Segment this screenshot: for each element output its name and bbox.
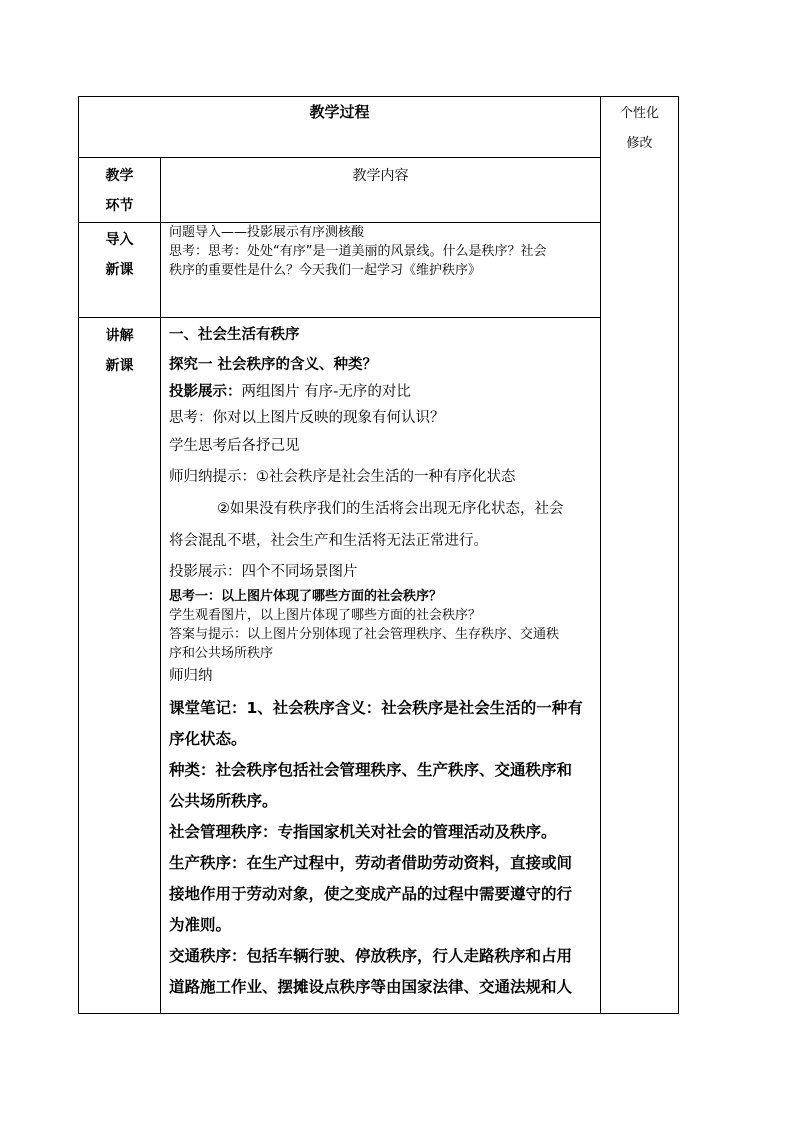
think-line-1: 思考：你对以上图片反映的现象有何认识？ xyxy=(169,410,445,426)
intro-line: 秩序的重要性是什么？今天我们一起学习《维护秩序》 xyxy=(169,263,482,278)
think-line-2: 思考一：以上图片体现了哪些方面的社会秩序？ xyxy=(169,589,443,604)
stage-header xyxy=(78,161,161,221)
students-line-1: 学生思考后各抒己见 xyxy=(169,438,300,454)
answer-line-2: 序和公共场所秩序 xyxy=(169,646,274,661)
intro-line: 思考：思考：处处“有序”是一道美丽的风景线。什么是秩序？社会 xyxy=(169,244,547,259)
answer-line-1: 答案与提示：以上图片分别体现了社会管理秩序、生存秩序、交通秩 xyxy=(169,627,560,642)
summary-line-1: 师归纳提示：①社会秩序是社会生活的一种有序化状态 xyxy=(169,469,516,485)
personalize-label-2: 修改 xyxy=(626,136,653,151)
notes-line: 交通秩序：包括车辆行驶、停放秩序，行人走路秩序和占用 xyxy=(169,947,573,965)
notes-line: 公共场所秩序。 xyxy=(169,792,278,810)
notes-line: 道路施工作业、摆摊设点秩序等由国家法律、交通法规和人 xyxy=(169,978,573,996)
students-line-2: 学生观看图片，以上图片体现了哪些方面的社会秩序？ xyxy=(169,608,482,623)
personalize-label-1: 个性化 xyxy=(619,106,659,121)
projection-text: 两组图片 有序-无序的对比 xyxy=(241,384,411,400)
intro-stage-line-2: 新课 xyxy=(105,262,134,278)
notes-line: 生产秩序：在生产过程中，劳动者借助劳动资料，直接或间 xyxy=(169,854,573,872)
notes-line: 接地作用于劳动对象，使之变成产品的过程中需要遵守的行 xyxy=(169,885,573,903)
notes-line: 序化状态。 xyxy=(169,730,247,748)
stage-header-line-2: 环节 xyxy=(105,198,134,214)
stage-column-divider xyxy=(160,157,161,1014)
intro-line: 问题导入——投影展示有序测核酸 xyxy=(169,225,365,240)
projection-line-2: 投影展示：四个不同场景图片 xyxy=(169,564,358,580)
summary-line-2: ②如果没有秩序我们的生活将会出现无序化状态，社会 xyxy=(217,501,564,517)
lecture-content xyxy=(169,320,599,1003)
header-bottom-border xyxy=(78,157,601,158)
notes-line: 为准则。 xyxy=(169,916,232,934)
stage-header-line-1: 教学 xyxy=(105,168,134,184)
explore-heading: 探究一 社会秩序的含义、种类？ xyxy=(169,357,378,373)
table-top-border xyxy=(78,96,679,97)
lecture-stage-line-1: 讲解 xyxy=(105,328,134,344)
table-right-border xyxy=(678,96,679,1014)
notes-block xyxy=(169,689,599,1003)
projection-label: 投影展示： xyxy=(169,384,242,400)
content-header: 教学内容 xyxy=(352,168,409,184)
intro-bottom-border xyxy=(78,317,601,318)
projection-line-1 xyxy=(169,380,599,405)
notes-line: 社会管理秩序：专指国家机关对社会的管理活动及秩序。 xyxy=(169,823,557,841)
teacher-summary: 师归纳 xyxy=(169,668,213,684)
table-bottom-border xyxy=(78,1013,679,1014)
intro-content xyxy=(169,223,599,280)
intro-stage-line-1: 导入 xyxy=(105,232,134,248)
notes-line: 种类：社会秩序包括社会管理秩序、生产秩序、交通秩序和 xyxy=(169,761,573,779)
page-title: 教学过程 xyxy=(309,103,370,121)
section-heading: 一、社会生活有秩序 xyxy=(169,327,300,343)
personalize-header xyxy=(601,99,678,159)
personalize-column-divider xyxy=(600,96,601,1014)
notes-line: 课堂笔记：1、社会秩序含义：社会秩序是社会生活的一种有 xyxy=(169,699,583,717)
intro-stage xyxy=(78,225,161,285)
lecture-stage-line-2: 新课 xyxy=(105,358,134,374)
summary-line-3: 将会混乱不堪，社会生产和生活将无法正常进行。 xyxy=(169,533,488,549)
lecture-stage xyxy=(78,321,161,381)
